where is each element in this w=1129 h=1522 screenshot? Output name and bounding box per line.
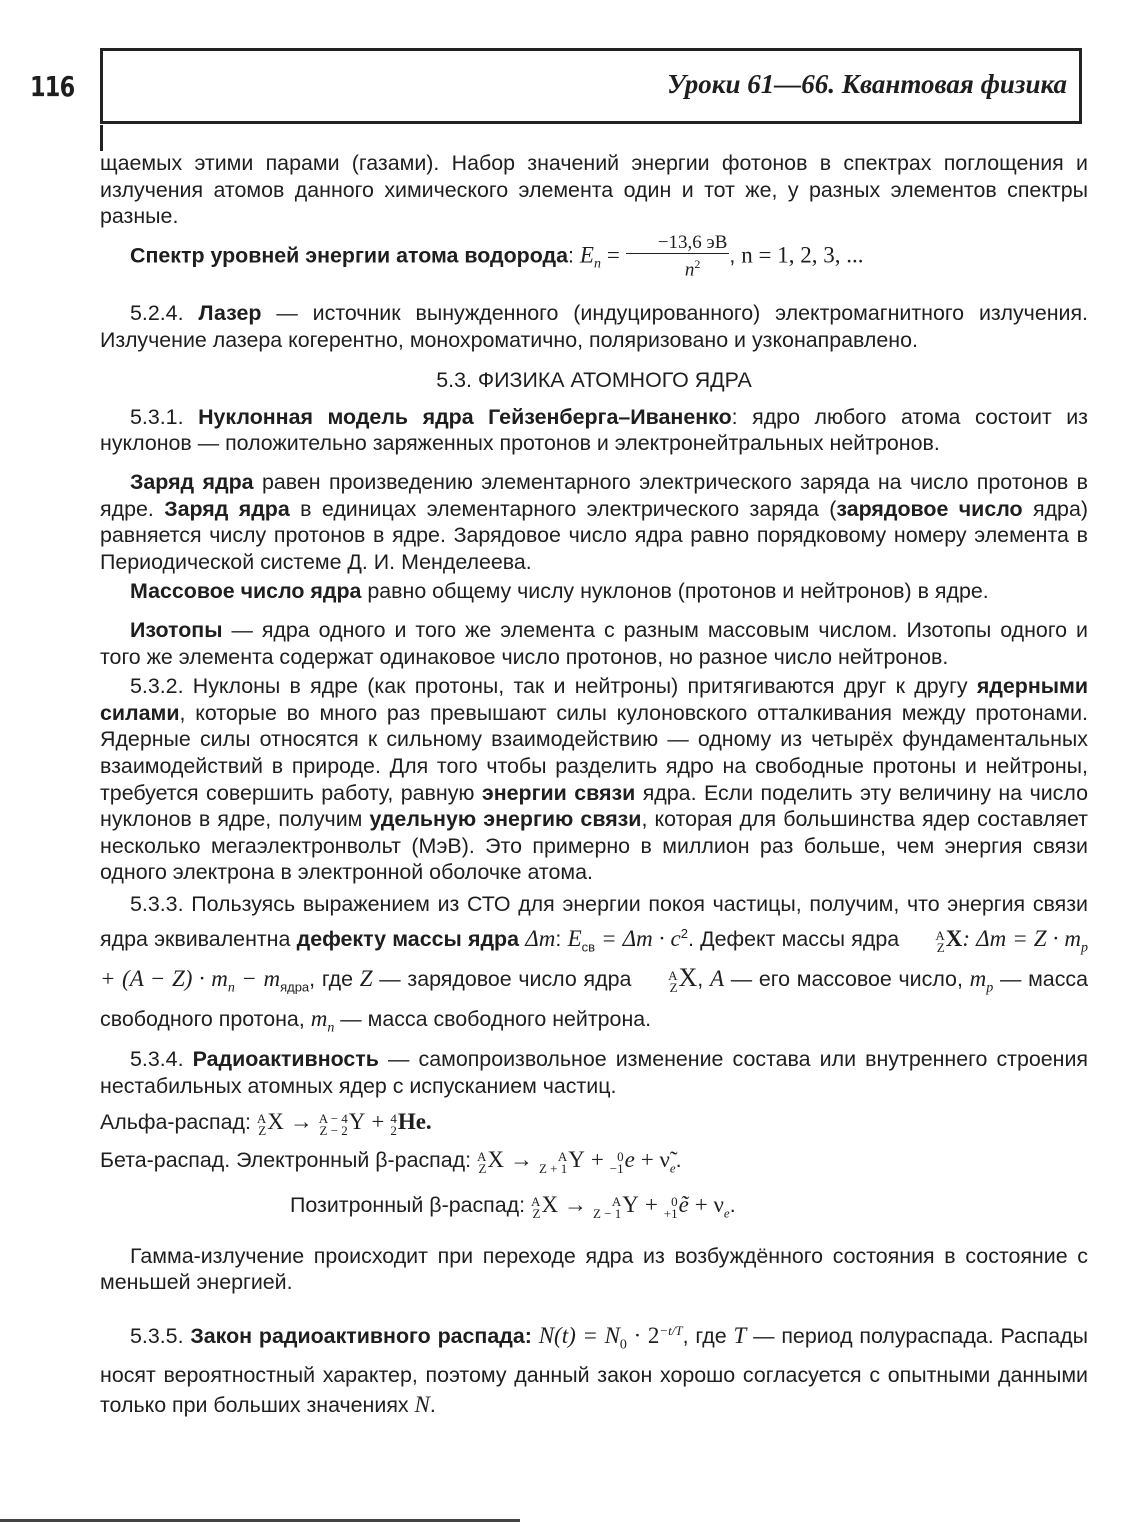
header-title: Уроки 61—66. Квантовая физика — [667, 69, 1067, 99]
laser-paragraph: 5.2.4. Лазер — источник вынужденного (индуцированного) электромагнитного излучения. Излучение лазера когерентно, монохроматично, поляризовано и узконаправлено. — [100, 301, 1089, 352]
beta-plus-decay: Позитронный β-распад: A Z X → A Z − 1 Y + 0 +1 ẽ + $\nu_e$. — [290, 1192, 736, 1222]
nucleon-model-term: Нуклонная модель ядра Гейзенберга–Иваненко — [198, 404, 732, 429]
nuclear-forces-paragraph: 5.3.2. Нуклоны в ядре (как протоны, так и нейтроны) притягиваются друг к другу ядерными силами, которые во много раз превышают силы кулоновского отталкивания между протонами. Ядерные силы относятся к сильному взаимодействию — одному из четырёх фундаментальных взаимодействий в природе. Для того чтобы разделить ядро на свободные протоны и нейтроны, требуется совершить работу, равную энергии связи ядра. Если поделить эту величину на число нуклонов в ядре, получим удельную энергию связи, которая для большинства ядер составляет несколько мегаэлектронвольт (МэВ). Это примерно в миллион раз больше, чем энергия связи одного электрона в электронной оболочке атома. — [100, 674, 1088, 885]
nucleon-model-paragraph: 5.3.1. Нуклонная модель ядра Гейзенберга–Иваненко: ядро любого атома состоит из нуклонов — положительно заряженных протонов и электронейтральных нейтронов. — [100, 404, 1088, 456]
energy-symbol: E — [579, 242, 594, 268]
alpha-decay: Альфа-распад: A Z X → A − 4 Z − 2 Y + 4 2 He. — [100, 1109, 432, 1139]
mass-number-paragraph: Массовое число ядра равно общему числу нуклонов (протонов и нейтронов) в ядре. — [130, 579, 989, 604]
beta-minus-decay: Бета-распад. Электронный β-распад: A Z X → A Z + 1 Y + 0 −1 $e + \nũ_e$. — [100, 1147, 682, 1177]
intro-paragraph: щаемых этими парами (газами). Набор значений энергии фотонов в спектрах поглощения и излучения атомов данного химического элемента один и тот же, у разных элементов спектры разные. — [100, 151, 1088, 229]
gamma-paragraph: Гамма-излучение происходит при переходе ядра из возбуждённого состояния в состояние с меньшей энергией. — [100, 1243, 1088, 1295]
charge-paragraph: Заряд ядра равен произведению элементарного электрического заряда на число протонов в ядре. Заряд ядра в единицах элементарного электрического заряда (зарядовое число ядра) равняется числу протонов в ядре. Зарядовое число ядра равно порядковому номеру элемента в Периодической системе Д. И. Менделеева. — [100, 470, 1088, 574]
isotopes-paragraph: Изотопы — ядра одного и того же элемента с разным массовым числом. Изотопы одного и того же элемента содержат одинаковое число протонов, но разное число нейтронов. — [100, 618, 1088, 669]
energy-fraction: $\frac{-13,6 эВ}{n^2}$ — [626, 233, 730, 280]
radioactivity-paragraph: 5.3.4. Радиоактивность — самопроизвольное изменение состава или внутреннего строения нестабильных атомных ядер с испусканием частиц. — [100, 1046, 1088, 1098]
laser-term: Лазер — [198, 301, 262, 326]
decay-law-paragraph: 5.3.5. Закон радиоактивного распада: $N(t) = N_0 \cdot 2^{-t/T}$, где T — период полураспада. Распады носят вероятностный характер, поэтому данный закон хорошо согласуется с опытными данными только при больших значениях N. — [100, 1323, 1088, 1418]
hydrogen-spectrum: Спектр уровней энергии атома водорода: $E_n$ = $\frac{-13,6 эВ}{n^2}$ , n = 1, 2, 3, ... — [130, 231, 864, 281]
hydrogen-label: Спектр уровней энергии атома водорода — [130, 243, 568, 268]
quantum-number-list: n = 1, 2, 3, ... — [741, 242, 864, 268]
page-number: 116 — [30, 70, 75, 103]
page-body — [100, 150, 1088, 1420]
section-title: 5.3. ФИЗИКА АТОМНОГО ЯДРА — [436, 368, 752, 393]
mass-defect-paragraph: 5.3.3. Пользуясь выражением из СТО для энергии покоя частицы, получим, что энергия связи ядра эквивалентна дефекту массы ядра Δm: $E_{св} = \Delta m \cdot c^2$. Дефект массы ядра A Z X: $\Delta m = Z \cdot m_p + (A - Z) \cdot m_n - m_{ядра}$, где Z — зарядовое число ядра A Z X, A — его массовое число, $m_p$ — масса свободного протона, $m_n$ — масса свободного нейтрона. — [100, 891, 1088, 1035]
running-header — [100, 48, 1082, 124]
